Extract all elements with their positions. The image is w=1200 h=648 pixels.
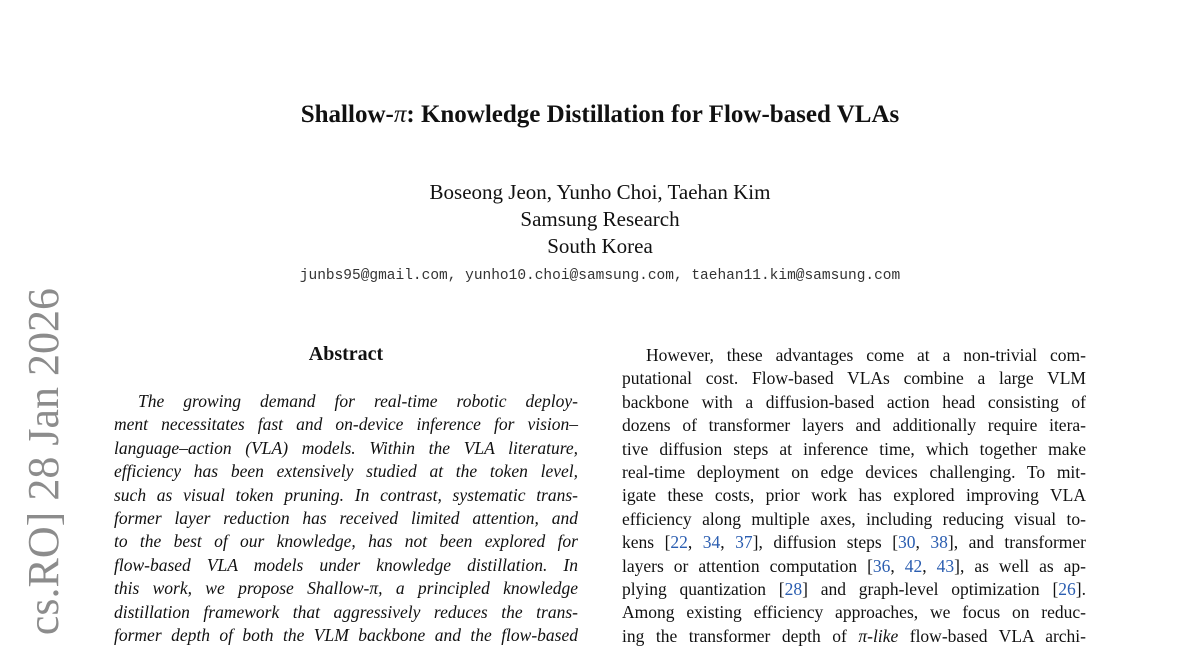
body-line: backbone with a diffusion-based action head consisting of [622,391,1086,412]
citation-link[interactable]: 34 [702,532,721,553]
citation-link[interactable]: 30 [898,532,916,553]
body-text: ], diffusion steps [ [752,532,899,553]
author-block [0,179,1200,260]
body-line: dozens of transformer layers and additionally require itera- [622,415,1086,436]
body-line: real-time deployment on edge devices challenging. To mit- [622,462,1086,483]
body-text: ], and transformer [947,532,1087,553]
body-text: plying quantization [ [622,579,785,600]
title-part-1: Shallow- [300,101,394,128]
abstract-line: ment necessitates fast and on-device inference for vision– [114,414,578,435]
citation-link[interactable]: 42 [904,555,923,576]
body-line-citations: layers or attention computation [36, 42, 43], as well as ap- [622,555,1086,576]
abstract-line: former layer reduction has received limited attention, and [114,508,578,529]
body-line: igate these costs, prior work has explored improving VLA [622,485,1086,506]
abstract-heading: Abstract [308,343,384,365]
citation-link[interactable]: 43 [936,555,955,576]
body-line: However, these advantages come at a non-trivial com- [646,345,1086,365]
body-text: ]. [1075,579,1086,600]
body-text: ], as well as ap- [954,555,1086,576]
citation-link[interactable]: 28 [784,579,803,600]
abstract-line: this work, we propose Shallow-π, a principled knowledge [114,578,578,599]
body-line-citations: kens [22, 34, 37], diffusion steps [30, 38], and transformer [622,532,1087,553]
arxiv-stamp [16,0,72,648]
body-line-citations [622,578,1086,601]
abstract-line: efficiency has been extensively studied at the token level, [114,461,578,482]
body-text-italic: π-like [858,625,899,646]
paper-title [0,100,1200,130]
citation-link[interactable]: 22 [670,532,688,553]
arxiv-stamp-text: cs.RO] 28 Jan 2026 [19,288,68,636]
abstract-line: distillation framework that aggressively reduces the trans- [114,601,578,622]
body-line [622,625,1086,648]
author-affiliation: Samsung Research [520,207,680,231]
body-text: layers or attention computation [ [622,555,873,576]
body-line: putational cost. Flow-based VLAs combine a large VLM [622,368,1086,389]
body-line: Among existing efficiency approaches, we focus on reduc- [622,602,1086,623]
title-pi-symbol: π [393,101,407,128]
citation-link[interactable]: 36 [872,555,891,576]
abstract-text [114,390,578,647]
abstract-line: such as visual token pruning. In contrast, systematic trans- [114,484,578,505]
author-emails: junbs95@gmail.com, yunho10.choi@samsung.com, taehan11.kim@samsung.com [299,268,901,284]
citation-link[interactable]: 37 [735,532,753,553]
abstract-line: to the best of our knowledge, has not been explored for [114,531,578,552]
citation-link[interactable]: 26 [1058,579,1076,600]
body-text: flow-based VLA archi- [898,625,1086,646]
body-text: ] and graph-level optimization [ [802,579,1059,600]
abstract-line: language–action (VLA) models. Within the VLA literature, [114,437,578,458]
author-names: Boseong Jeon, Yunho Choi, Taehan Kim [429,180,771,204]
author-country: South Korea [547,234,653,258]
abstract-line: former depth of both the VLM backbone and the flow-based [114,625,578,646]
abstract-line: flow-based VLA models under knowledge distillation. In [114,554,578,575]
body-text: ing the transformer depth of [622,625,859,646]
citation-link[interactable]: 38 [930,532,948,553]
body-text-column [622,344,1086,648]
body-line: efficiency along multiple axes, including reducing visual to- [622,508,1086,529]
body-line: tive diffusion steps at inference time, which together make [622,438,1086,459]
abstract-line: The growing demand for real-time robotic deploy- [138,391,578,411]
title-part-2: : Knowledge Distillation for Flow-based VLAs [406,101,900,128]
body-text: kens [ [622,532,671,553]
